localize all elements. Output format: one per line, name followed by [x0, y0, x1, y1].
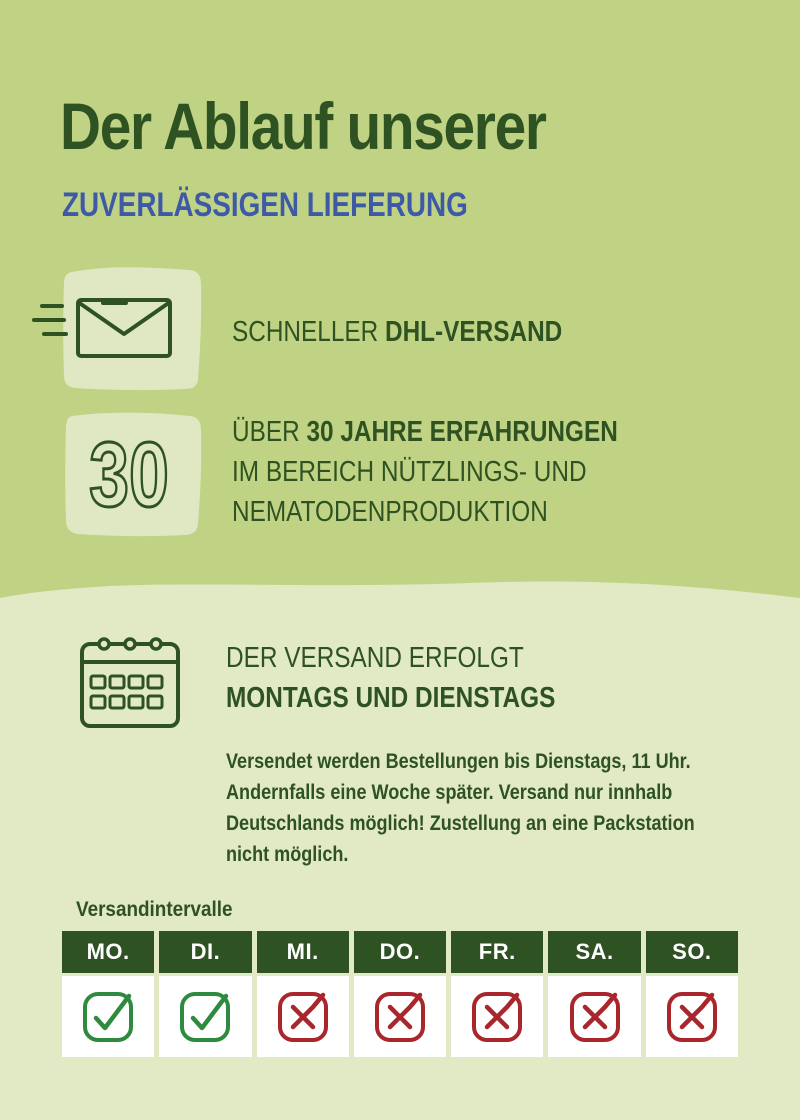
day-header: MO. [62, 931, 154, 973]
check-icon [81, 990, 135, 1044]
number-thirty-icon [76, 426, 186, 516]
cross-icon [373, 990, 427, 1044]
shipping-interval-table [62, 931, 738, 1057]
day-header: MI. [257, 931, 349, 973]
day-header: FR. [451, 931, 543, 973]
day-status-cell [548, 973, 640, 1057]
day-header: DO. [354, 931, 446, 973]
feature-shipping [232, 312, 562, 352]
day-status-cell [257, 973, 349, 1057]
shipping-note-line: Andernfalls eine Woche später. Versand nur innhalb [226, 781, 673, 804]
feature-schedule-line2: MONTAGS UND DIENSTAGS [226, 682, 556, 714]
envelope-icon [30, 262, 210, 392]
shipping-note-line: Deutschlands möglich! Zustellung an eine Packstation [226, 812, 695, 835]
page-subtitle: ZUVERLÄSSIGEN LIEFERUNG [62, 186, 468, 224]
cross-icon [276, 990, 330, 1044]
feature-shipping-prefix: SCHNELLER [232, 316, 385, 348]
day-status-cell [62, 973, 154, 1057]
shipping-note-line: Versendet werden Bestellungen bis Dienstags, 11 Uhr. [226, 750, 691, 773]
feature-schedule [226, 638, 555, 718]
feature-shipping-bold: DHL-VERSAND [384, 316, 563, 348]
feature-experience-line2: IM BEREICH NÜTZLINGS- UND [232, 456, 587, 488]
feature-experience-bold: 30 JAHRE ERFAHRUNGEN [306, 416, 618, 448]
day-header: SO. [646, 931, 738, 973]
feature-experience-line1 [232, 412, 618, 452]
day-header: SA. [548, 931, 640, 973]
cross-icon [470, 990, 524, 1044]
intervals-title: Versandintervalle [76, 898, 233, 921]
cross-icon [665, 990, 719, 1044]
day-status-cell [159, 973, 251, 1057]
day-status-cell [354, 973, 446, 1057]
check-icon [178, 990, 232, 1044]
day-status-cell [451, 973, 543, 1057]
cross-icon [568, 990, 622, 1044]
day-header: DI. [159, 931, 251, 973]
feature-experience [232, 412, 618, 532]
number-thirty-text: 30 [89, 426, 169, 516]
feature-schedule-line1: DER VERSAND ERFOLGT [226, 642, 524, 674]
calendar-icon [78, 628, 182, 732]
shipping-note [226, 746, 742, 870]
page-title: Der Ablauf unserer [60, 89, 546, 163]
feature-experience-prefix: ÜBER [232, 416, 307, 448]
feature-experience-line3: NEMATODENPRODUKTION [232, 496, 548, 528]
shipping-note-line: nicht möglich. [226, 843, 349, 866]
day-status-cell [646, 973, 738, 1057]
